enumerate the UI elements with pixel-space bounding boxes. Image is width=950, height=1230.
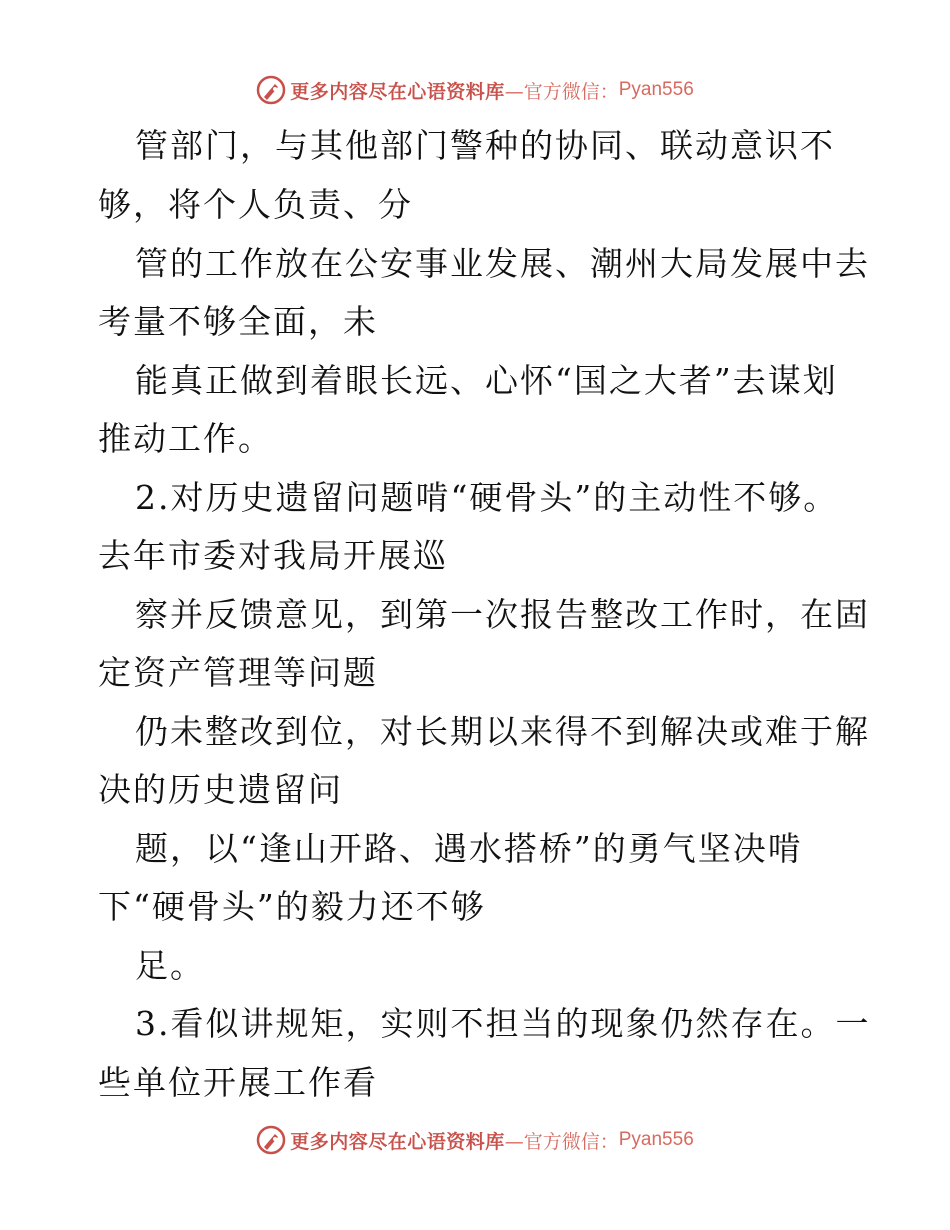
- body-line: 2.对历史遗留问题啃“硬骨头”的主动性不够。: [135, 478, 839, 517]
- body-line: 3.看似讲规矩，实则不担当的现象仍然存在。一: [135, 1004, 871, 1043]
- body-line: 决的历史遗留问: [98, 770, 343, 809]
- watermark-sub-text: —官方微信：: [504, 80, 619, 103]
- body-line: 推动工作。: [98, 419, 273, 458]
- body-line: 些单位开展工作看: [98, 1063, 378, 1102]
- pen-nib-logo-icon: [256, 75, 286, 105]
- watermark-id-text: Pyan556: [618, 79, 694, 100]
- body-line: 去年市委对我局开展巡: [98, 536, 448, 575]
- body-line: 够，将个人负责、分: [98, 185, 413, 224]
- body-line: 下“硬骨头”的毅力还不够: [98, 887, 486, 926]
- footer-watermark: [0, 1120, 950, 1160]
- watermark-main-text: 更多内容尽在心语资料库: [290, 80, 505, 103]
- body-line: 题，以“逢山开路、遇水搭桥”的勇气坚决啃: [135, 829, 803, 868]
- watermark-id-text: Pyan556: [618, 1129, 694, 1150]
- body-line: 考量不够全面，未: [98, 302, 378, 341]
- body-line: 能真正做到着眼长远、心怀“国之大者”去谋划: [135, 361, 838, 400]
- body-line: 管部门，与其他部门警种的协同、联动意识不: [135, 126, 835, 165]
- watermark-main-text: 更多内容尽在心语资料库: [290, 1130, 505, 1153]
- body-line: 定资产管理等问题: [98, 653, 378, 692]
- watermark-sub-text: —官方微信：: [504, 1130, 619, 1153]
- header-watermark: [0, 70, 950, 110]
- body-line: 仍未整改到位，对长期以来得不到解决或难于解: [135, 712, 870, 751]
- pen-nib-logo-icon: [256, 1125, 286, 1155]
- body-line: 察并反馈意见，到第一次报告整改工作时，在固: [135, 595, 870, 634]
- body-line: 管的工作放在公安事业发展、潮州大局发展中去: [135, 244, 870, 283]
- body-line: 足。: [135, 946, 205, 985]
